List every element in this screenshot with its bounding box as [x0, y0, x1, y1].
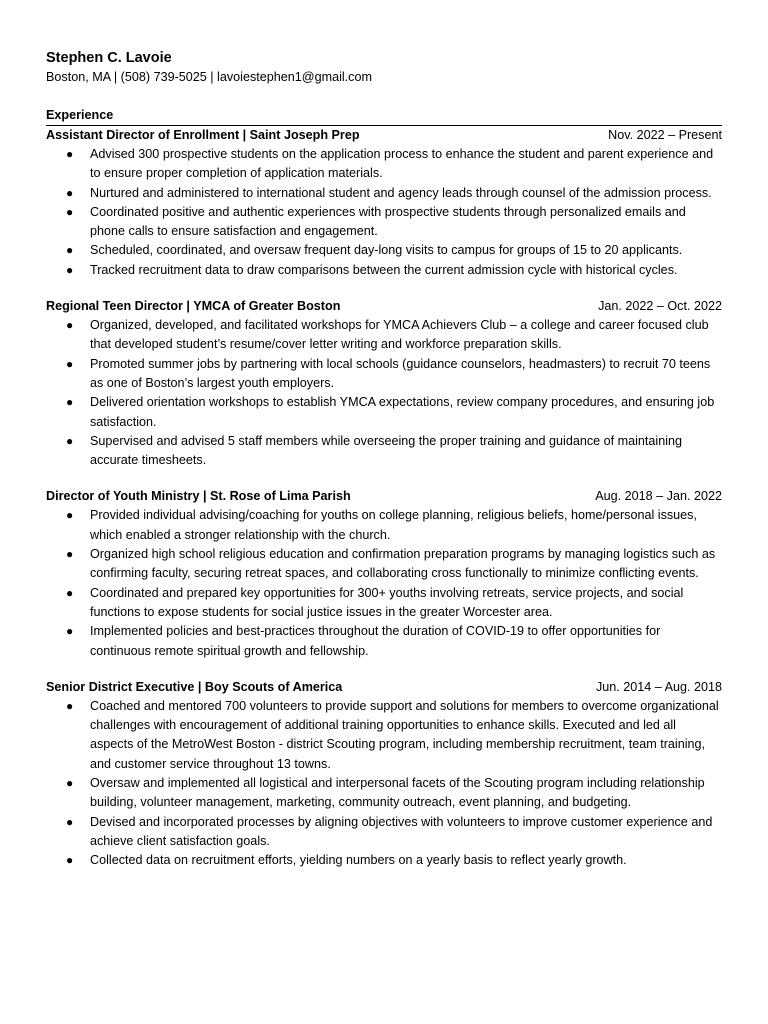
- job-entry: [46, 678, 722, 871]
- job-entry: [46, 126, 722, 280]
- bullet-icon: ●: [66, 624, 74, 639]
- job-entry: [46, 297, 722, 470]
- bullet-icon: ●: [66, 318, 74, 333]
- bullet-item: [46, 316, 722, 355]
- bullet-text: Coordinated and prepared key opportunities for 300+ youths involving retreats, service projects, and social functions to expose students for social justice issues in the greater Worcester area.: [90, 585, 684, 619]
- bullet-text: Collected data on recruitment efforts, yielding numbers on a yearly basis to reflect yearly growth.: [90, 853, 627, 868]
- bullet-icon: ●: [66, 433, 74, 448]
- bullet-icon: ●: [66, 243, 74, 258]
- job-title: Regional Teen Director | YMCA of Greater Boston: [46, 299, 341, 314]
- bullet-icon: ●: [66, 147, 74, 161]
- bullet-item: [46, 506, 722, 545]
- bullet-item: [46, 774, 722, 813]
- bullet-icon: ●: [66, 204, 74, 219]
- bullet-icon: ●: [66, 585, 74, 600]
- bullet-item: [46, 355, 722, 394]
- bullet-icon: ●: [66, 395, 74, 410]
- bullet-text: Organized high school religious education and confirmation preparation programs by managing logistics such as confirming faculty, securing retreat spaces, and collaborating cross functionally to minimize conflicting events.: [90, 547, 716, 581]
- bullet-item: [46, 393, 722, 432]
- bullet-item: [46, 545, 722, 584]
- bullet-text: Advised 300 prospective students on the application process to enhance the student and parent experience and to ensure proper completion of application materials.: [90, 147, 714, 181]
- bullet-text: Delivered orientation workshops to establish YMCA expectations, review company procedures, and ensuring job satisfaction.: [90, 395, 715, 429]
- bullet-item: [46, 184, 722, 203]
- job-dates: Jun. 2014 – Aug. 2018: [595, 679, 722, 694]
- job-dates: Aug. 2018 – Jan. 2022: [595, 489, 722, 504]
- job-bullets: [46, 506, 722, 660]
- bullet-item: [46, 584, 722, 623]
- bullet-text: Organized, developed, and facilitated workshops for YMCA Achievers Club – a college and career focused club that developed student’s resume/cover letter writing and workforce preparation skills.: [90, 318, 709, 352]
- bullet-icon: ●: [66, 698, 74, 713]
- job-header: [46, 126, 722, 145]
- bullet-text: Promoted summer jobs by partnering with local schools (guidance counselors, headmasters) to recruit 70 teens as one of Boston’s largest youth employers.: [90, 356, 711, 390]
- bullet-item: [46, 697, 722, 774]
- job-title: Director of Youth Ministry | St. Rose of Lima Parish: [46, 489, 351, 504]
- bullet-item: [46, 261, 722, 280]
- bullet-text: Devised and incorporated processes by aligning objectives with volunteers to improve customer experience and achieve client satisfaction goals.: [90, 814, 713, 848]
- job-bullets: [46, 316, 722, 470]
- bullet-text: Oversaw and implemented all logistical and interpersonal facets of the Scouting program including relationship building, volunteer management, marketing, community outreach, event planning, and budgeting.: [90, 776, 705, 810]
- bullet-text: Coached and mentored 700 volunteers to provide support and solutions for members to overcome organizational challenges with encouragement of additional training opportunities to enhance skills. Executed and led all aspects of the MetroWest Boston - district Scouting program, including membership recruitment, team training, and customer service throughout 13 towns.: [90, 698, 719, 771]
- job-dates: Jan. 2022 – Oct. 2022: [598, 299, 722, 314]
- job-title: Senior District Executive | Boy Scouts of America: [46, 679, 343, 694]
- job-dates: Nov. 2022 – Present: [608, 128, 722, 142]
- bullet-text: Tracked recruitment data to draw comparisons between the current admission cycle with historical cycles.: [90, 262, 678, 277]
- bullet-item: [46, 203, 722, 242]
- bullet-item: [46, 145, 722, 184]
- job-bullets: [46, 697, 722, 871]
- job-header: [46, 678, 722, 697]
- bullet-icon: ●: [66, 185, 74, 200]
- bullet-icon: ●: [66, 508, 74, 523]
- bullet-item: [46, 851, 722, 870]
- job-header: [46, 487, 722, 506]
- bullet-text: Scheduled, coordinated, and oversaw frequent day-long visits to campus for groups of 15 to 20 applicants.: [90, 243, 683, 258]
- bullet-text: Nurtured and administered to international student and agency leads through counsel of the admission process.: [90, 185, 712, 200]
- bullet-icon: ●: [66, 547, 74, 562]
- contact-line: Boston, MA | (508) 739-5025 | lavoiestephen1@gmail.com: [46, 70, 372, 84]
- job-bullets: [46, 145, 722, 280]
- bullet-icon: ●: [66, 814, 74, 829]
- bullet-item: [46, 432, 722, 471]
- candidate-name: Stephen C. Lavoie: [46, 50, 172, 66]
- job-title: Assistant Director of Enrollment | Saint Joseph Prep: [46, 128, 360, 142]
- experience-list: [46, 126, 722, 871]
- section-title-experience: Experience: [46, 108, 114, 122]
- job-entry: [46, 487, 722, 660]
- bullet-icon: ●: [66, 776, 74, 791]
- bullet-text: Provided individual advising/coaching for youths on college planning, religious beliefs, home/personal issues, which enabled a stronger relationship with the church.: [90, 508, 697, 542]
- bullet-icon: ●: [66, 356, 74, 371]
- bullet-item: [46, 813, 722, 852]
- bullet-icon: ●: [66, 262, 74, 277]
- bullet-text: Implemented policies and best-practices throughout the duration of COVID-19 to offer opportunities for continuous remote spiritual growth and fellowship.: [90, 624, 661, 658]
- job-header: [46, 297, 722, 316]
- bullet-icon: ●: [66, 853, 74, 868]
- bullet-text: Coordinated positive and authentic experiences with prospective students through personalized emails and phone calls to ensure satisfaction and engagement.: [90, 204, 686, 239]
- bullet-text: Supervised and advised 5 staff members while overseeing the proper training and guidance of maintaining accurate timesheets.: [90, 433, 683, 468]
- bullet-item: [46, 241, 722, 260]
- bullet-item: [46, 622, 722, 661]
